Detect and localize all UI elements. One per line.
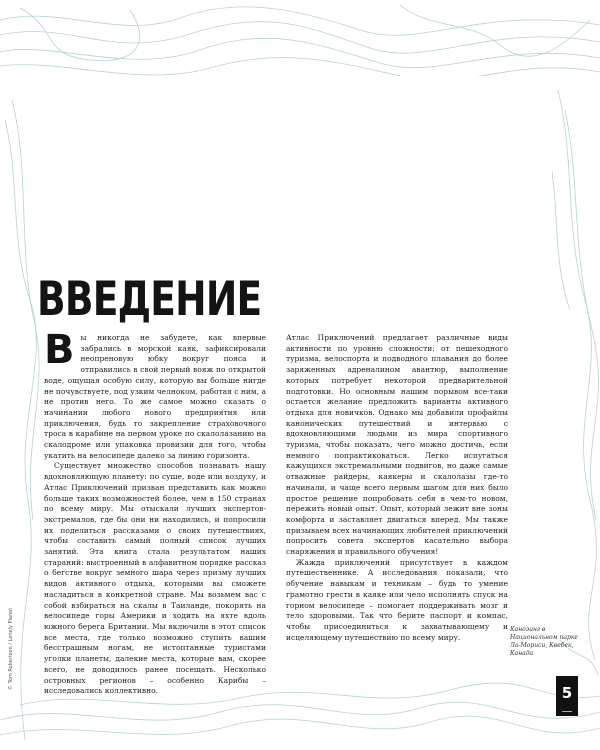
body-paragraph: Жажда приключений присутствует в каждом путешественнике. А исследования показали, что обучение навыкам и техникам – будь то умение грамотно грести в каяке или чело исполнять спуск на горном велосипеде – помогает поддерживать мозг и тело здоровыми. Так что берите паспорт и компас, чтобы присоединиться к захватывающему и исцеляющему путешествию по всему миру. bbox=[286, 557, 508, 642]
intro-text: ы никогда не забудете, как впервые забрались в морской каяк, зафиксировали неопреновую юбку вокруг пояса и отправились в свой первый вояж по открытой воде, ощущая особую силу, которую вы больше нигде не почувствуете, под узким челноком, работая с ним, а не против него. То же самое можно сказать о начинании любого нового предприятия или приключения, будь то закрепление страховочного троса в карабине на первом уроке по скалолазанию на скалодроме или упаковка провизии для того, чтобы укатить на велосипеде далеко за линию горизонта. bbox=[44, 333, 266, 460]
right-column bbox=[286, 333, 508, 643]
body-paragraph: Атлас Приключений предлагает различные виды активности по уровню сложности: от пешеходного туризма, велоспорта и подводного плавания до более заряженных адреналином авантюр, выполнение которых потребует некоторой предварительной подготовки. Но основным нашим порывом все-таки остается желание предложить варианты активного отдыха для новичков. Однако мы добавили профайлы канонических путешествий и интервью с вдохновляющими людьми из мира спортивного туризма, чтобы показать, чего можно достичь, если немного попрактиковаться. Легко испугаться кажущихся экстремальными подвигов, но даже самые отважные райдеры, каякеры и скалолазы где-то начинали, и чаще всего первым шагом для них было простое решение попробовать себя в чем-то новом, пережить новый опыт. Опыт, который лежит вне зоны комфорта и заставляет двигаться вперед. Мы также призываем всех начинающих любителей приключений попросить совета экспертов касательно выбора снаряжения и правильного обучения! bbox=[286, 333, 508, 557]
intro-paragraph bbox=[44, 327, 266, 461]
photo-credit: © Tom Robertson / Lonely Planet bbox=[8, 607, 14, 690]
page-number-tab bbox=[556, 676, 578, 716]
photo-caption: Каноэинг в Национальном парке Ла-Мориси, Квебек, Канада bbox=[510, 626, 578, 657]
photo-placeholder bbox=[38, 76, 552, 288]
page-number: 5 bbox=[561, 684, 573, 702]
page-title: ВВЕДЕНИЕ bbox=[37, 272, 262, 327]
drop-cap: В bbox=[44, 327, 75, 373]
body-paragraph: Существует множество способов познавать нашу вдохновляющую планету: по суше, воде или воздуху, и Атлас Приключений призван представить как можно больше таких возможностей более, чем в 150 странах по всему миру. Мы отыскали лучших экспертов-экстремалов, где бы они ни находились, и попросили их поделиться рассказами о своих путешествиях, чтобы составить самый полный список лучших занятий. Эта книга стала результатом наших стараний: выстроенный в алфавитном порядке рассказ о бегстве вокруг земного шара через призму лучших видов активного отдыха, которыми вы сможете насладиться в конкретной стране. Мы возьмем вас с собой взбираться на скалы в Таиланде, покорять на велосипеде горы Америки и ходить на яхте вдоль южного берега Британии. Мы включили в этот список все места, где только возможно ступить вашим бесстрашным ногам, не истоптанные туристами уголки планеты, далекие места, которые вам, скорее всего, не доводилось ранее посещать. Несколько островных регионов – особенно Карибы – исследовались коллективно. bbox=[44, 461, 266, 696]
left-column bbox=[44, 327, 266, 697]
page-number-underline bbox=[562, 711, 572, 712]
